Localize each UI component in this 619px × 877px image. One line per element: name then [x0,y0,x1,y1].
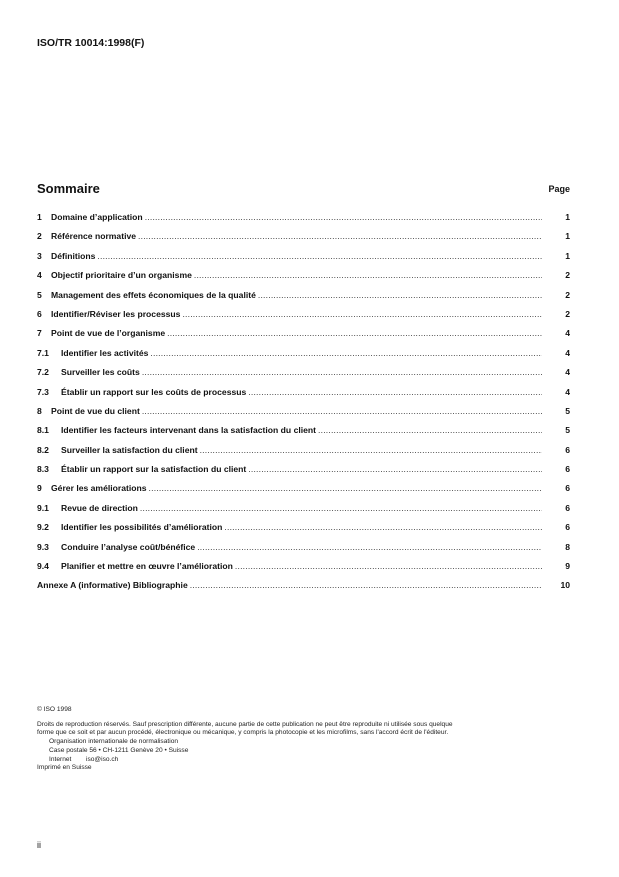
toc-entry-title: Établir un rapport sur les coûts de processus [61,386,247,397]
toc-entry[interactable] [37,387,570,406]
toc-entry-title: Établir un rapport sur la satisfaction du client [61,464,247,475]
toc-entry-page: 2 [565,270,570,281]
dot-leader [150,348,542,358]
dot-leader [200,445,542,455]
toc-entry-number: 4 [37,270,42,281]
toc-entry[interactable] [37,348,570,367]
toc-entry[interactable] [37,580,570,599]
toc-entry-title: Planifier et mettre en œuvre l’amélioration [61,561,233,572]
toc-entry-title: Revue de direction [61,502,138,513]
toc-entry-title: Conduire l’analyse coût/bénéfice [61,541,196,552]
toc-entry-title: Annexe A (informative) Bibliographie [37,580,188,591]
internet-label: Internet [49,755,72,763]
toc-entry-number: 9.3 [37,541,49,552]
dot-leader [194,270,542,280]
toc-entry-title: Surveiller les coûts [61,367,140,378]
toc-entry-number: 8 [37,405,42,416]
toc-entry[interactable] [37,464,570,483]
toc-entry[interactable] [37,425,570,444]
toc-entry-title: Identifier les activités [61,347,149,358]
toc-entry-number: 1 [37,212,42,222]
toc-entry-page: 10 [560,580,570,591]
toc-entry-title: Surveiller la satisfaction du client [61,444,198,455]
toc-entry-number: 9.4 [37,561,49,572]
copyright-notice: © ISO 1998 [37,706,72,713]
toc-entry[interactable] [37,406,570,425]
toc-entry-page: 6 [565,483,570,494]
toc-entry[interactable] [37,483,570,502]
dot-leader [224,522,542,532]
toc-entry-page: 1 [565,231,570,242]
toc-entry-number: 9 [37,483,42,494]
toc-entry-number: 5 [37,289,42,300]
dot-leader [142,367,542,377]
internet-contact [37,756,577,765]
toc-entry-number: 7 [37,328,42,339]
toc-entry[interactable] [37,270,570,289]
rights-text-line-2: forme que ce soit et par aucun procédé, électronique ou mécanique, y compris la photocopie et les microfilms, sans l'accord écrit de l'éditeur. [37,729,449,737]
toc-entry-page: 6 [565,502,570,513]
toc-title: Sommaire [37,181,100,196]
dot-leader [248,464,542,474]
toc-entry-page: 9 [565,561,570,572]
toc-entry-title: Point de vue de l’organisme [51,328,166,339]
toc-entry-page: 4 [565,367,570,378]
toc-entry-page: 5 [565,425,570,436]
toc-entry-title: Identifier/Réviser les processus [51,308,181,319]
dot-leader [182,309,542,319]
toc-entry-page: 4 [565,386,570,397]
toc-entry-number: 9.2 [37,522,49,533]
toc-entry-title: Définitions [51,250,96,261]
toc-entry-page: 2 [565,308,570,319]
toc-entry-number: 7.3 [37,386,49,397]
dot-leader [140,503,542,513]
toc-entry[interactable] [37,328,570,347]
toc-entry-page: 6 [565,464,570,475]
toc-entry[interactable] [37,561,570,580]
toc-entry-number: 7.2 [37,367,49,378]
toc-entry-page: 1 [565,212,570,222]
dot-leader [318,425,542,435]
toc-entry[interactable] [37,290,570,309]
toc-entry-title: Référence normative [51,231,137,242]
toc-entry-number: 8.1 [37,425,49,436]
toc-entry-number: 7.1 [37,347,49,358]
rights-text-line-1: Droits de reproduction réservés. Sauf prescription différente, aucune partie de cette publication ne peut être reproduite ni utilisée sous quelque [37,720,453,728]
toc-entry-title: Point de vue du client [51,405,140,416]
copyright-block [37,706,577,773]
toc-entry[interactable] [37,503,570,522]
toc-entry[interactable] [37,542,570,561]
toc-entry-page: 8 [565,541,570,552]
toc-entry-page: 4 [565,328,570,339]
toc-entry-number: 6 [37,308,42,319]
postal-address: Case postale 56 • CH-1211 Genève 20 • Suisse [49,746,189,754]
toc-entry-title: Gérer les améliorations [51,483,147,494]
page-number: ii [37,840,41,850]
toc-entry[interactable] [37,212,570,231]
table-of-contents [37,212,570,600]
dot-leader [197,542,542,552]
dot-leader [145,212,542,222]
printed-in: Imprimé en Suisse [37,764,92,772]
internet-email-link[interactable]: iso@iso.ch [86,755,119,763]
dot-leader [167,328,542,338]
toc-entry-page: 6 [565,444,570,455]
toc-entry[interactable] [37,367,570,386]
toc-entry[interactable] [37,251,570,270]
toc-entry-page: 5 [565,405,570,416]
toc-page-label: Page [548,184,570,194]
dot-leader [138,231,542,241]
organisation-name: Organisation internationale de normalisation [49,738,179,746]
toc-entry-number: 3 [37,250,42,261]
toc-entry-page: 1 [565,250,570,261]
dot-leader [248,387,542,397]
toc-entry-page: 4 [565,347,570,358]
toc-entry[interactable] [37,309,570,328]
toc-entry-title: Identifier les facteurs intervenant dans la satisfaction du client [61,425,317,436]
toc-entry-page: 6 [565,522,570,533]
dot-leader [97,251,542,261]
toc-entry-title: Domaine d’application [51,212,143,222]
toc-entry[interactable] [37,231,570,250]
dot-leader [235,561,542,571]
document-id: ISO/TR 10014:1998(F) [37,37,145,49]
toc-entry-title: Identifier les possibilités d’amélioration [61,522,223,533]
dot-leader [142,406,542,416]
dot-leader [258,290,542,300]
toc-entry-title: Management des effets économiques de la qualité [51,289,256,300]
toc-entry-number: 8.2 [37,444,49,455]
toc-entry-number: 2 [37,231,42,242]
dot-leader [149,483,542,493]
toc-entry-number: 9.1 [37,502,49,513]
toc-entry[interactable] [37,445,570,464]
toc-entry-title: Objectif prioritaire d’un organisme [51,270,192,281]
toc-entry[interactable] [37,522,570,541]
dot-leader [190,580,542,590]
toc-entry-number: 8.3 [37,464,49,475]
toc-entry-page: 2 [565,289,570,300]
